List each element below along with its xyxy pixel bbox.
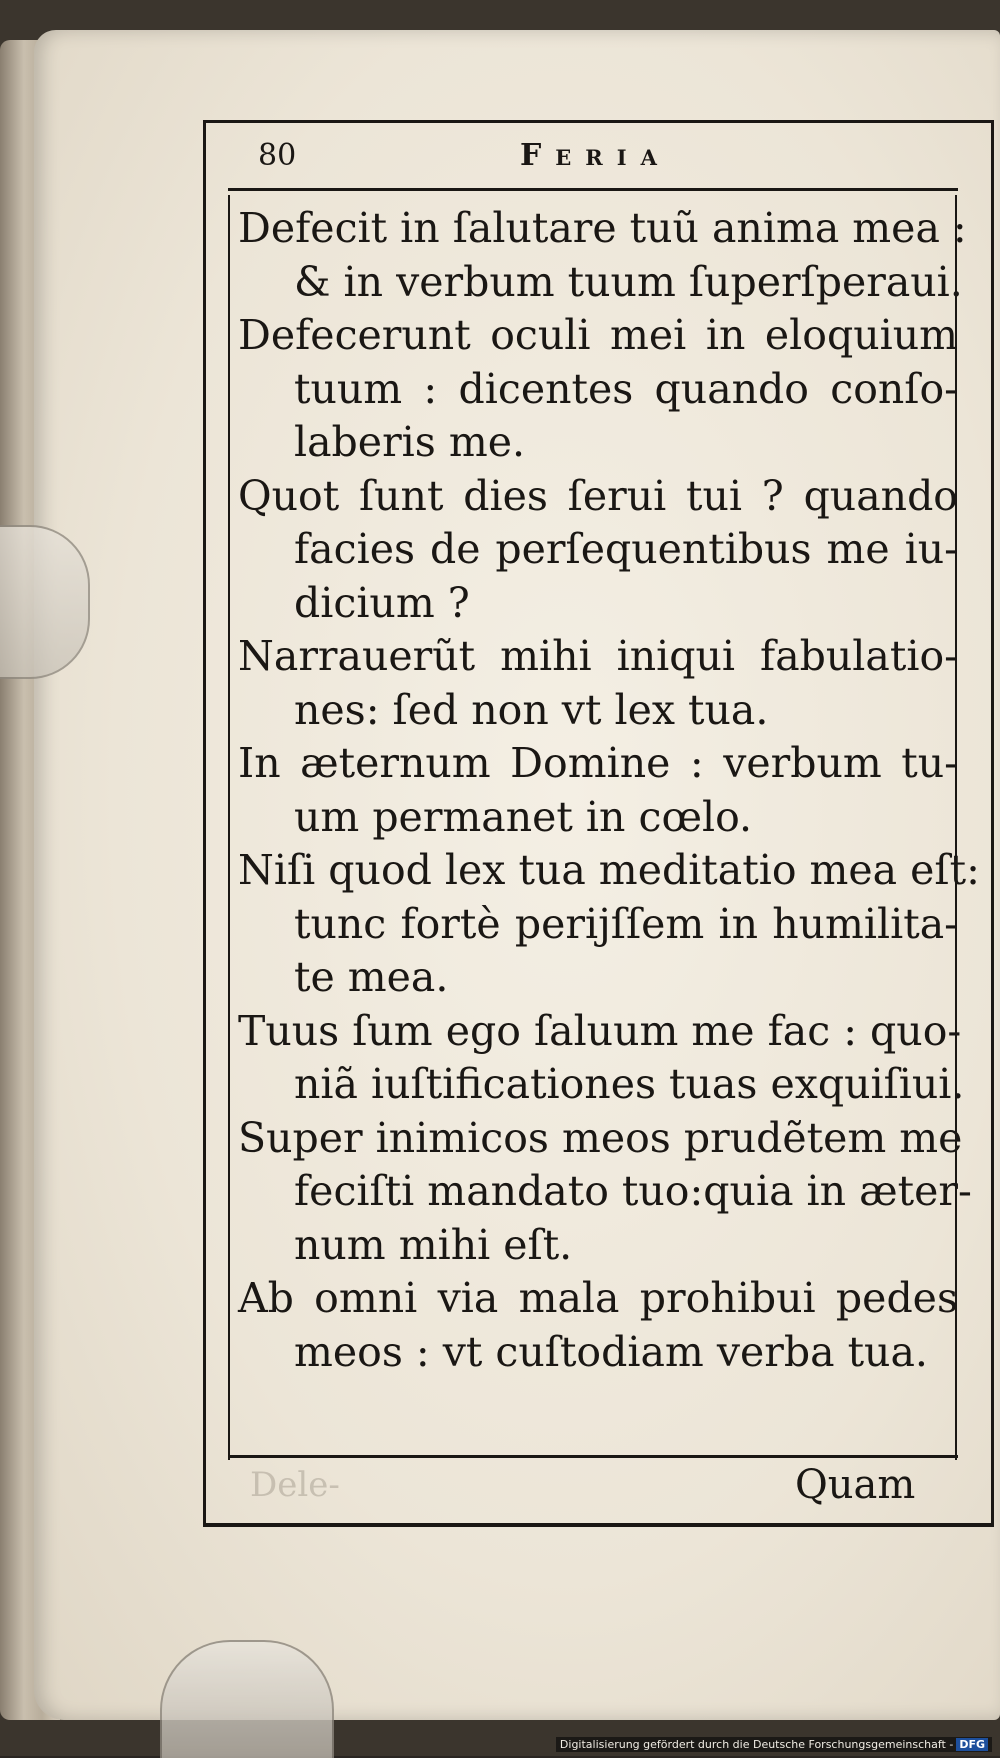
verse-line: feciſti mandato tuo:quia in æter- bbox=[294, 1167, 972, 1215]
catchword: Quam bbox=[795, 1462, 916, 1508]
psalm-text bbox=[238, 202, 980, 1379]
verse bbox=[238, 1272, 958, 1379]
verse bbox=[238, 1112, 972, 1273]
dfg-logo: DFG bbox=[956, 1738, 988, 1751]
verse bbox=[238, 1005, 965, 1112]
page-clip-bottom bbox=[160, 1640, 334, 1758]
verse-line: Niſi quod lex tua meditatio mea eſt: bbox=[238, 846, 980, 894]
verse-line: Quot ſunt dies ſerui tui ? quando bbox=[238, 471, 958, 520]
running-title: Feria bbox=[520, 138, 671, 173]
verse-line: laberis me. bbox=[294, 418, 526, 466]
verse-line: dicium ? bbox=[294, 578, 470, 627]
verse-line: tuum : dicentes quando conſo- bbox=[294, 364, 958, 413]
verse-line: Ab omni via mala prohibui pedes bbox=[238, 1274, 958, 1322]
verse-line: num mihi eſt. bbox=[294, 1220, 573, 1269]
verse-line: niã iuſtificationes tuas exquiſiui. bbox=[294, 1060, 965, 1108]
verse bbox=[238, 737, 958, 844]
verse-line: Tuus ſum ego ſaluum me fac : quo- bbox=[238, 1006, 962, 1055]
verse bbox=[238, 470, 958, 631]
digitization-credit bbox=[556, 1737, 992, 1752]
verse bbox=[238, 202, 967, 309]
verse-line: Defecit in ſalutare tuũ anima mea : bbox=[238, 204, 967, 252]
page-number: 80 bbox=[258, 138, 297, 173]
verse-line: meos : vt cuſtodiam verba tua. bbox=[294, 1327, 928, 1376]
verse-line: Super inimicos meos prudẽtem me bbox=[238, 1113, 963, 1162]
bleed-through-text: Dele- bbox=[250, 1465, 340, 1505]
verse-line: Defecerunt oculi mei in eloquium bbox=[238, 311, 958, 359]
verse bbox=[238, 309, 958, 470]
verse-line: tunc fortè perijſſem in humilita- bbox=[294, 899, 958, 948]
footer-rule bbox=[228, 1455, 958, 1458]
credit-text: Digitalisierung gefördert durch die Deutsche Forschungsgemeinschaft - bbox=[559, 1738, 954, 1751]
verse-line: Narrauerũt mihi iniqui fabulatio- bbox=[238, 632, 958, 680]
verse-line: & in verbum tuum ſuperſperaui. bbox=[294, 257, 963, 306]
verse-line: facies de perſequentibus me iu- bbox=[294, 525, 958, 573]
verse-line: um permanet in cœlo. bbox=[294, 792, 753, 841]
verse bbox=[238, 630, 958, 737]
page-clip-left bbox=[0, 525, 90, 679]
verse bbox=[238, 844, 980, 1005]
verse-line: nes: ſed non vt lex tua. bbox=[294, 685, 769, 734]
header-rule bbox=[228, 188, 958, 191]
verse-line: In æternum Domine : verbum tu- bbox=[238, 739, 958, 787]
verse-line: te mea. bbox=[294, 953, 449, 1001]
